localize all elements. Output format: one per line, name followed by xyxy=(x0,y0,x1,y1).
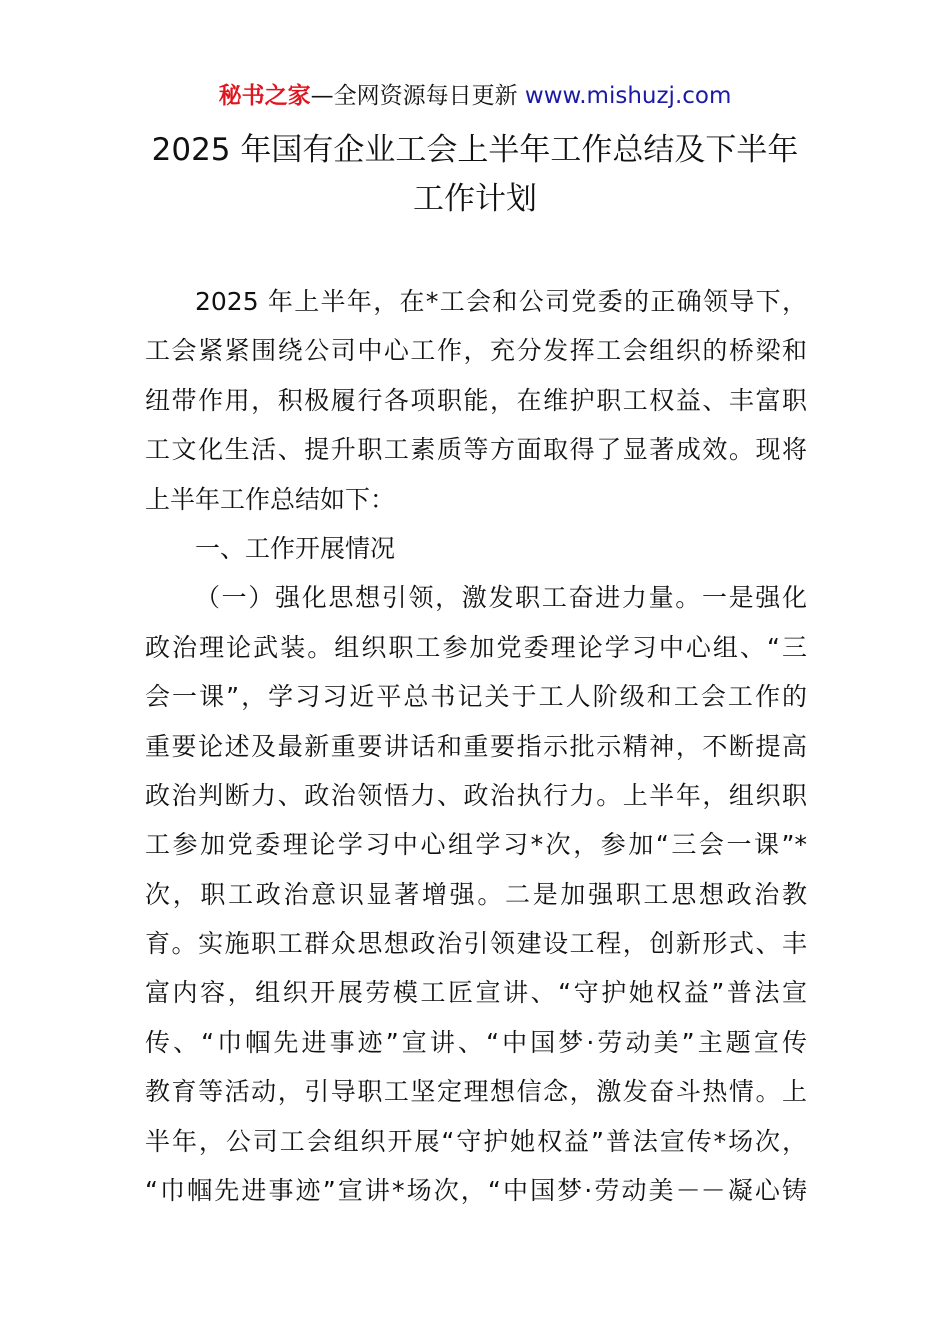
title-line-1: 2025 年国有企业工会上半年工作总结及下半年 xyxy=(151,132,799,168)
body-line: 工参加党委理论学习中心组学习*次，参加“三会一课”* xyxy=(145,830,807,860)
body-line: 教育等活动，引导职工坚定理想信念，激发奋斗热情。上 xyxy=(145,1077,807,1107)
body-line: 次，职工政治意识显著增强。二是加强职工思想政治教 xyxy=(145,879,807,909)
body-line: 纽带作用，积极履行各项职能，在维护职工权益、丰富职 xyxy=(145,385,807,415)
body-line: 2025 年上半年，在*工会和公司党委的正确领导下， xyxy=(195,287,807,316)
body-line: 育。实施职工群众思想政治引领建设工程，创新形式、丰 xyxy=(145,929,807,959)
site-url-link[interactable]: www.mishuzj.com xyxy=(524,83,732,109)
site-tagline: —全网资源每日更新 xyxy=(310,83,525,109)
body-line: （一）强化思想引领，激发职工奋进力量。一是强化 xyxy=(195,583,807,613)
site-header xyxy=(0,80,950,112)
section-heading: 一、工作开展情况 xyxy=(195,533,396,563)
body-line: 富内容，组织开展劳模工匠宣讲、“守护她权益”普法宣 xyxy=(145,978,807,1008)
body-line: 政治理论武装。组织职工参加党委理论学习中心组、“三 xyxy=(145,632,807,662)
body-line: 上半年工作总结如下： xyxy=(145,484,396,514)
body-line: “巾帼先进事迹”宣讲*场次，“中国梦·劳动美－－凝心铸 xyxy=(145,1176,807,1206)
body-line: 会一课”，学习习近平总书记关于工人阶级和工会工作的 xyxy=(145,682,807,712)
document-body xyxy=(145,277,807,1215)
site-brand: 秘书之家 xyxy=(218,83,311,109)
title-line-2: 工作计划 xyxy=(413,181,537,217)
body-line: 政治判断力、政治领悟力、政治执行力。上半年，组织职 xyxy=(145,780,807,810)
body-line: 半年，公司工会组织开展“守护她权益”普法宣传*场次， xyxy=(145,1126,807,1156)
body-line: 工会紧紧围绕公司中心工作，充分发挥工会组织的桥梁和 xyxy=(145,336,807,366)
document-title xyxy=(0,126,950,224)
body-line: 传、“巾帼先进事迹”宣讲、“中国梦·劳动美”主题宣传 xyxy=(145,1027,807,1057)
body-line: 重要论述及最新重要讲话和重要指示批示精神，不断提高 xyxy=(145,731,807,761)
body-line: 工文化生活、提升职工素质等方面取得了显著成效。现将 xyxy=(145,435,807,465)
